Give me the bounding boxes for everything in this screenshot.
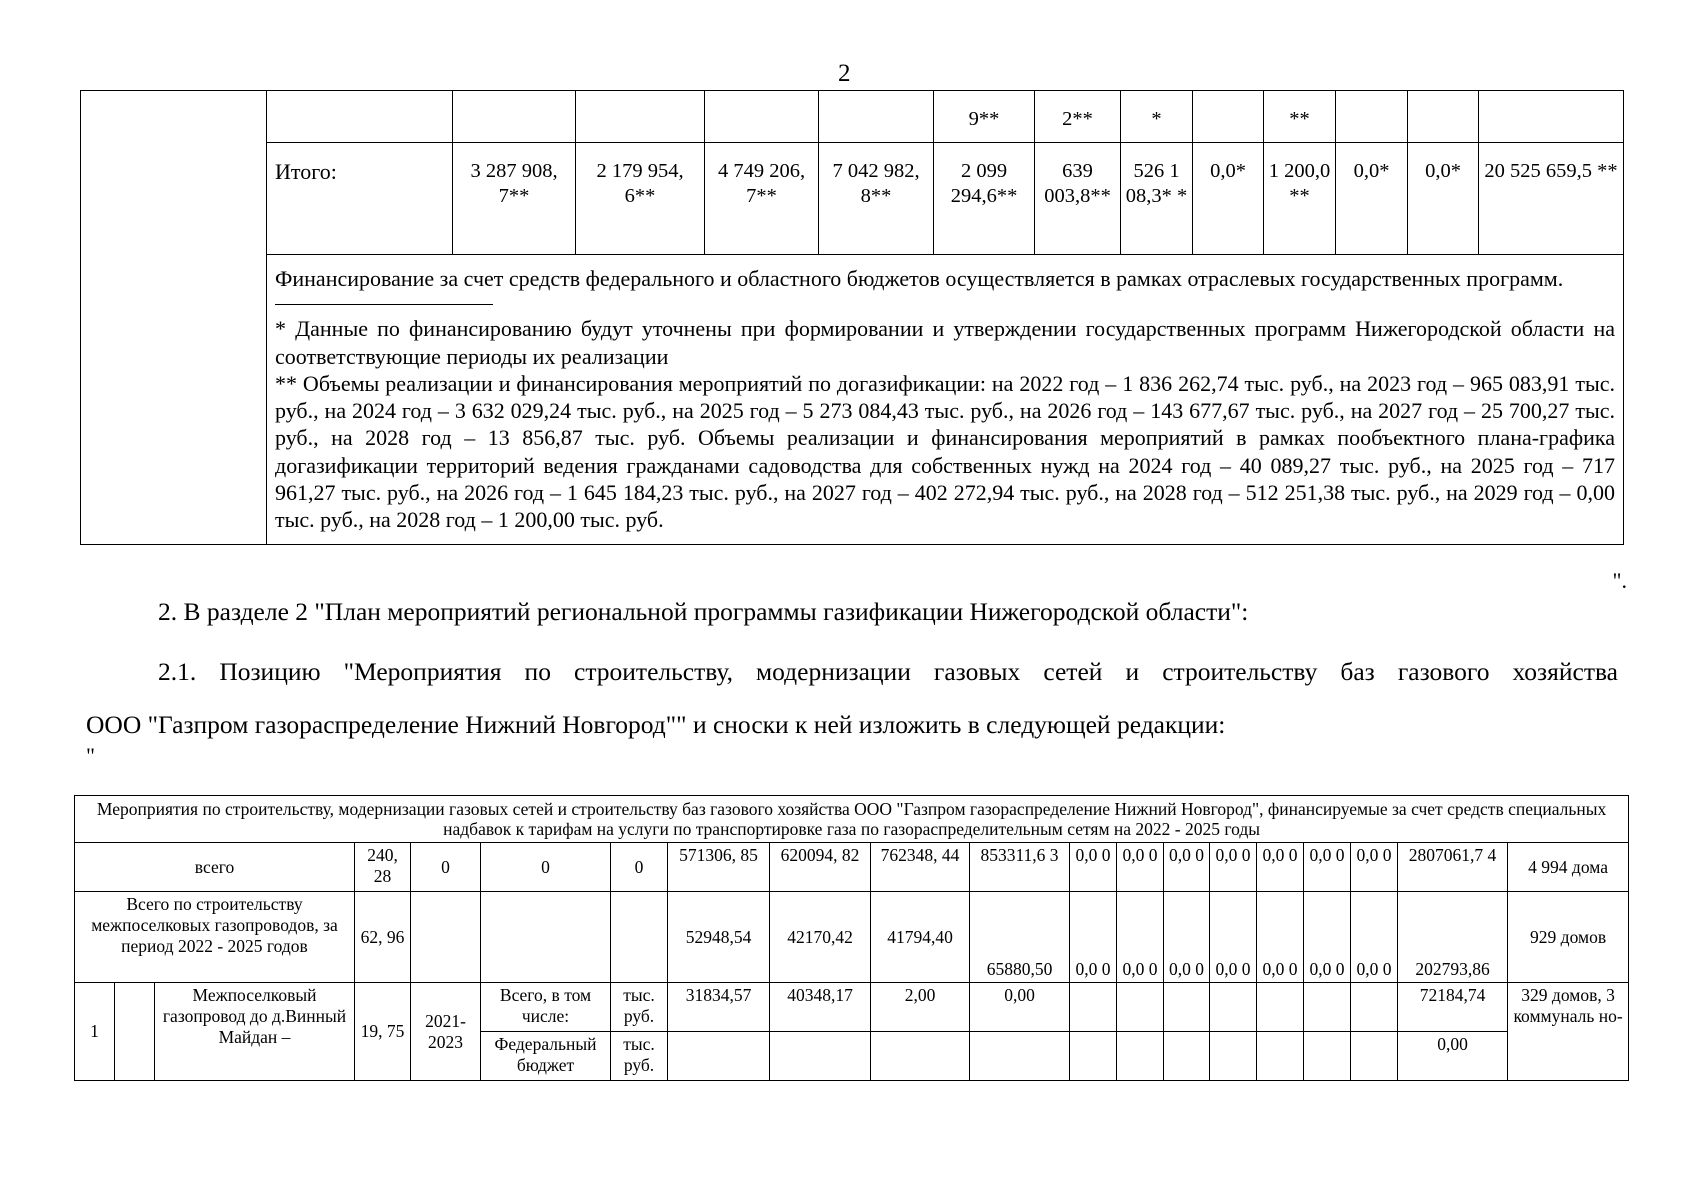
- table-cell: 31834,57: [668, 983, 770, 1032]
- item-number: 1: [75, 983, 115, 1081]
- table-cell: 0: [411, 843, 481, 892]
- table-cell: [1304, 983, 1351, 1032]
- table-cell: [1479, 91, 1624, 143]
- table-cell: *: [1121, 91, 1193, 143]
- table-cell: тыс. руб.: [611, 983, 668, 1032]
- footnote-2: ** Объемы реализации и финансирования мероприятий по догазификации: на 2022 год – 1 836 262,74 тыс. руб., на 2023 год – 965 083,91 тыс. руб., на 2024 год – 3 632 029,24 тыс. руб., на 2025 год – 5 273 084,43 тыс. руб., на 2026 год – 143 677,67 тыс. руб., на 2027 год – 25 700,27 тыс. руб., на 2028 год – 13 856,87 тыс. руб. Объемы реализации и финансирования мероприятий в рамках пообъектного плана-графика догазификации территорий ведения гражданами садоводства для собственных нужд на 2024 год – 40 089,27 тыс. руб., на 2025 год – 717 961,27 тыс. руб., на 2026 год – 1 645 184,23 тыс. руб., на 2027 год – 402 272,94 тыс. руб., на 2028 год – 512 251,38 тыс. руб., на 2029 год – 0,00 тыс. руб., на 2028 год – 1 200,00 тыс. руб.: [275, 370, 1615, 533]
- page-number: 2: [838, 60, 851, 87]
- table-row: [81, 91, 1624, 143]
- table-cell: 0,0 0: [1210, 843, 1257, 892]
- table-cell: [1257, 983, 1304, 1032]
- table-cell: 620094, 82: [770, 843, 871, 892]
- paragraph-line-1: 2.1. Позицию "Мероприятия по строительству, модернизации газовых сетей и строительству баз газового хозяйства: [158, 657, 1618, 686]
- table-cell: [453, 91, 576, 143]
- table-cell: [411, 892, 481, 983]
- table-cell: 571306, 85: [668, 843, 770, 892]
- table-cell: [1304, 1032, 1351, 1081]
- table-cell: [1164, 1032, 1210, 1081]
- table-cell: 0,0 0: [1117, 892, 1164, 983]
- total-cell: 3 287 908, 7**: [453, 143, 576, 255]
- table-cell: 2807061,7 4: [1398, 843, 1508, 892]
- table-cell: 0,0 0: [1210, 892, 1257, 983]
- total-cell: 526 1 08,3* *: [1121, 143, 1193, 255]
- table-cell: [668, 1032, 770, 1081]
- table-row-item-1: [75, 983, 1629, 1032]
- table-cell: 329 домов, 3 коммуналь но-: [1508, 983, 1629, 1081]
- footnote-separator: [275, 304, 493, 305]
- total-cell: 7 042 982, 8**: [819, 143, 934, 255]
- table-cell: [1210, 983, 1257, 1032]
- table-cell: 72184,74: [1398, 983, 1508, 1032]
- table-cell: 0: [611, 843, 668, 892]
- table-cell: [267, 91, 453, 143]
- total-cell: 20 525 659,5 **: [1479, 143, 1624, 255]
- table-cell: 0,0 0: [1257, 843, 1304, 892]
- table-cell: 762348, 44: [871, 843, 970, 892]
- row-label: всего: [75, 843, 355, 892]
- paragraph-line-2: ООО "Газпром газораспределение Нижний Новгород"" и сноски к ней изложить в следующей редакции:: [86, 710, 1226, 739]
- table-cell: [705, 91, 819, 143]
- measures-table: [74, 795, 1629, 1081]
- total-cell: 1 200,0 **: [1264, 143, 1336, 255]
- table-cell: Федеральный бюджет: [481, 1032, 611, 1081]
- totals-row: [81, 143, 1624, 255]
- table-cell: [1351, 983, 1398, 1032]
- total-cell: 639 003,8**: [1035, 143, 1121, 255]
- table-cell: 0,00: [1398, 1032, 1508, 1081]
- table-cell: [115, 983, 155, 1081]
- table-header-row: [75, 796, 1629, 843]
- table-cell: 52948,54: [668, 892, 770, 983]
- table-cell: 9**: [934, 91, 1035, 143]
- table-row-intersettlement: [75, 892, 1629, 983]
- table-cell: 0,00: [970, 983, 1070, 1032]
- table-cell: 0,0 0: [1070, 843, 1117, 892]
- table-cell: [1117, 1032, 1164, 1081]
- table-cell: 0,0 0: [1117, 843, 1164, 892]
- table-cell: 4 994 дома: [1508, 843, 1629, 892]
- table-cell: Всего, в том числе:: [481, 983, 611, 1032]
- section-2-paragraph: 2. В разделе 2 "План мероприятий региональной программы газификации Нижегородской области":: [158, 597, 1249, 626]
- table-cell: 0,0 0: [1164, 892, 1210, 983]
- total-cell: 2 179 954, 6**: [576, 143, 705, 255]
- table-cell: тыс. руб.: [611, 1032, 668, 1081]
- table-cell: 65880,50: [970, 892, 1070, 983]
- opening-quote: ": [86, 743, 95, 768]
- table-cell: 929 домов: [1508, 892, 1629, 983]
- table-cell: 853311,6 3: [970, 843, 1070, 892]
- table-cell: 240, 28: [355, 843, 411, 892]
- table-cell: 0,0 0: [1304, 892, 1351, 983]
- table-cell: 40348,17: [770, 983, 871, 1032]
- table-cell: 0,0 0: [1351, 843, 1398, 892]
- table-cell: [1117, 983, 1164, 1032]
- table-cell: [611, 892, 668, 983]
- table-cell: 42170,42: [770, 892, 871, 983]
- table-cell: [871, 1032, 970, 1081]
- table-cell: 19, 75: [355, 983, 411, 1081]
- closing-quote: ".: [1612, 568, 1627, 593]
- table-cell: **: [1264, 91, 1336, 143]
- table-cell: [1070, 1032, 1117, 1081]
- table-cell: [1257, 1032, 1304, 1081]
- table-cell: 62, 96: [355, 892, 411, 983]
- notes-row: [81, 255, 1624, 545]
- table-cell: [576, 91, 705, 143]
- total-cell: 4 749 206, 7**: [705, 143, 819, 255]
- table-cell: 0,0 0: [1164, 843, 1210, 892]
- table-cell: 202793,86: [1398, 892, 1508, 983]
- table-cell: 0: [481, 843, 611, 892]
- table-cell: 2**: [1035, 91, 1121, 143]
- table-cell: 0,0 0: [1304, 843, 1351, 892]
- footnote-1: * Данные по финансированию будут уточнены при формировании и утверждении государственных программ Нижегородской области на соответствующие периоды их реализации: [275, 316, 1615, 369]
- empty-cell: [81, 91, 267, 545]
- table-cell: [1351, 1032, 1398, 1081]
- total-cell: 0,0*: [1336, 143, 1408, 255]
- table-cell: 0,0 0: [1351, 892, 1398, 983]
- row-label: Всего по строительству межпоселковых газопроводов, за период 2022 - 2025 годов: [75, 892, 355, 983]
- table-title: Мероприятия по строительству, модернизации газовых сетей и строительству баз газового хозяйства ООО "Газпром газораспределение Нижний Новгород", финансируемые за счет средств специальных надбавок к тарифам на услуги по транспортировке газа по газораспределительным сетям на 2022 - 2025 годы: [75, 796, 1629, 843]
- table-cell: [819, 91, 934, 143]
- total-cell: 0,0*: [1193, 143, 1264, 255]
- summary-table: [80, 90, 1624, 545]
- table-cell: 0,0 0: [1070, 892, 1117, 983]
- financing-note: Финансирование за счет средств федерального и областного бюджетов осуществляется в рамках отраслевых государственных программ.: [275, 266, 1564, 291]
- total-cell: 2 099 294,6**: [934, 143, 1035, 255]
- table-cell: [770, 1032, 871, 1081]
- section-2-1-paragraph: [86, 645, 1618, 751]
- table-cell: [1164, 983, 1210, 1032]
- total-cell: 0,0*: [1408, 143, 1479, 255]
- notes-cell: [267, 255, 1624, 545]
- table-cell: 0,0 0: [1257, 892, 1304, 983]
- table-cell: [970, 1032, 1070, 1081]
- table-row-total: [75, 843, 1629, 892]
- table-cell: 41794,40: [871, 892, 970, 983]
- table-cell: 2,00: [871, 983, 970, 1032]
- table-cell: [1408, 91, 1479, 143]
- table-cell: [1193, 91, 1264, 143]
- table-cell: [1336, 91, 1408, 143]
- table-cell: 2021- 2023: [411, 983, 481, 1081]
- table-cell: [481, 892, 611, 983]
- table-cell: [1070, 983, 1117, 1032]
- totals-label: Итого:: [267, 143, 453, 255]
- item-name: Межпоселковый газопровод до д.Винный Майдан –: [155, 983, 355, 1081]
- table-cell: [1210, 1032, 1257, 1081]
